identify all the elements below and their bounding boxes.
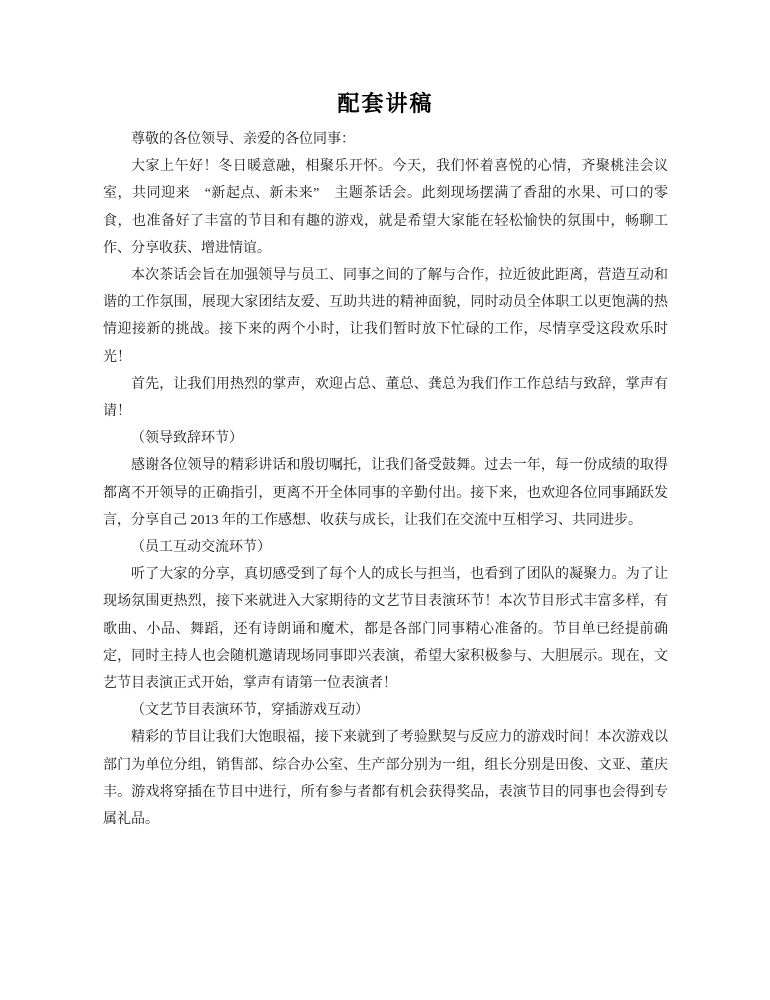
- paragraph: 大家上午好！冬日暖意融，相聚乐开怀。今天，我们怀着喜悦的心情，齐聚桃洼会议室，共同迎来 “新起点、新未来” 主题茶话会。此刻现场摆满了香甜的水果、可口的零食，也准备好了丰富的节目和有趣的游戏，就是希望大家能在轻松愉快的氛围中，畅聊工作、分享收获、增进情谊。: [103, 159, 668, 256]
- paragraph: （文艺节目表演环节，穿插游戏互动）: [131, 703, 369, 719]
- paragraph: 听了大家的分享，真切感受到了每个人的成长与担当，也看到了团队的凝聚力。为了让现场氛围更热烈，接下来就进入大家期待的文艺节目表演环节！本次节目形式丰富多样，有歌曲、小品、舞蹈，还有诗朗诵和魔术，都是各部门同事精心准备的。节目单已经提前确定，同时主持人也会随机邀请现场同事即兴表演，希望大家积极参与、大胆展示。现在，文艺节目表演正式开始，掌声有请第一位表演者！: [103, 567, 668, 692]
- paragraph: （领导致辞环节）: [131, 431, 243, 447]
- paragraph: 尊敬的各位领导、亲爱的各位同事：: [131, 132, 355, 147]
- document-body: [103, 126, 668, 833]
- paragraph: 感谢各位领导的精彩讲话和殷切嘱托，让我们备受鼓舞。过去一年，每一份成绩的取得都离不开领导的正确指引，更离不开全体同事的辛勤付出。接下来，也欢迎各位同事踊跃发言，分享自己 2013 年的工作感想、收获与成长，让我们在交流中互相学习、共同进步。: [103, 458, 668, 528]
- paragraph: （员工互动交流环节）: [131, 540, 271, 556]
- paragraph: 首先，让我们用热烈的掌声，欢迎占总、董总、龚总为我们作工作总结与致辞，掌声有请！: [103, 376, 668, 420]
- document-title: 配套讲稿: [337, 91, 434, 116]
- paragraph: 本次茶话会旨在加强领导与员工、同事之间的了解与合作，拉近彼此距离，营造互动和谐的工作氛围，展现大家团结友爱、互助共进的精神面貌，同时动员全体职工以更饱满的热情迎接新的挑战。接下来的两个小时，让我们暂时放下忙碌的工作，尽情享受这段欢乐时光！: [103, 268, 668, 365]
- paragraph: 精彩的节目让我们大饱眼福，接下来就到了考验默契与反应力的游戏时间！本次游戏以部门为单位分组，销售部、综合办公室、生产部分别为一组，组长分别是田俊、文亚、董庆丰。游戏将穿插在节目中进行，所有参与者都有机会获得奖品，表演节目的同事也会得到专属礼品。: [103, 730, 668, 828]
